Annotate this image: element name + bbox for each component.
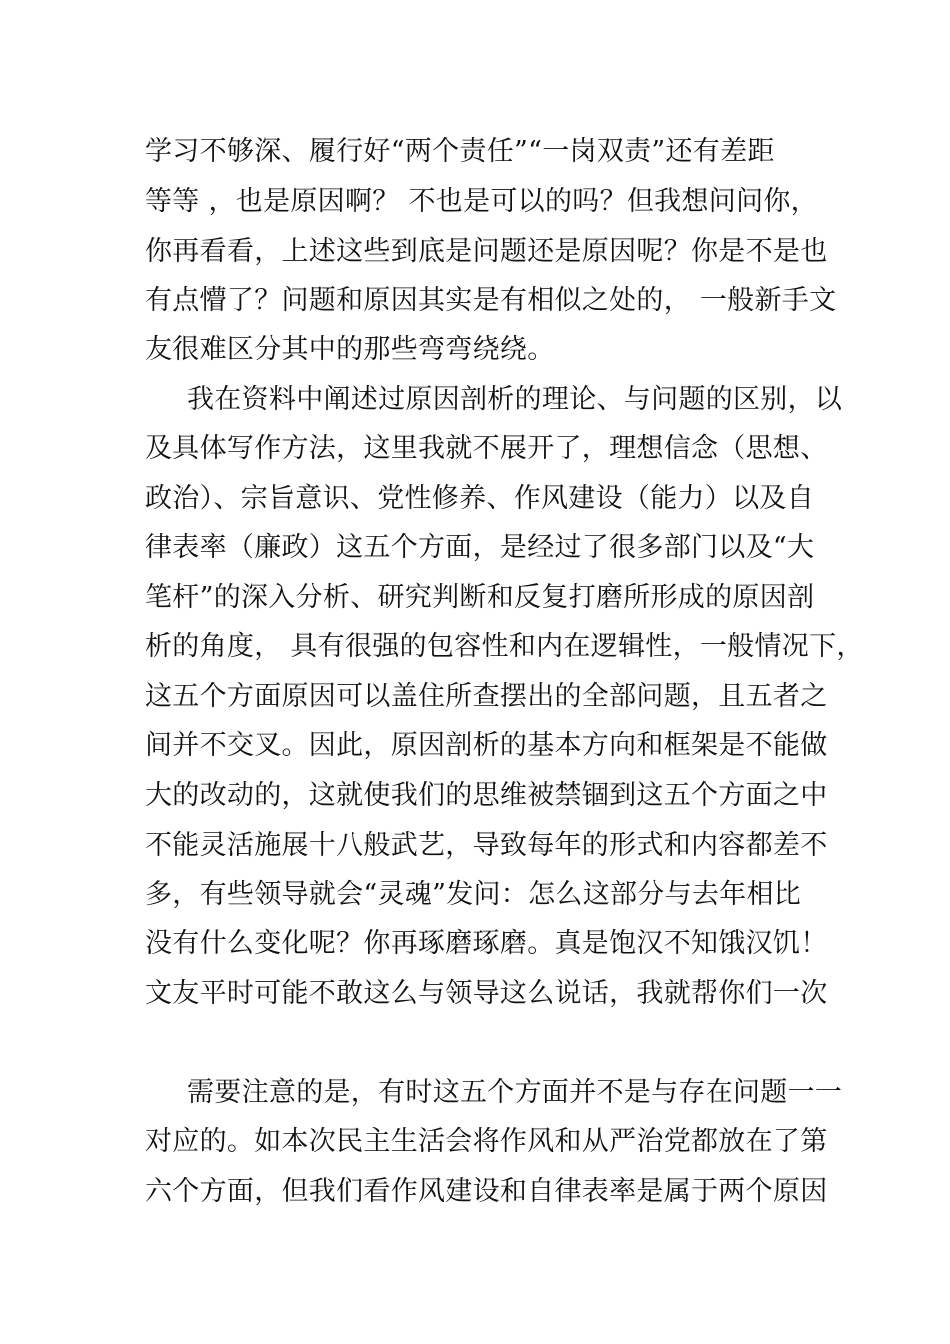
- text-line-13: 间并不交叉。因此，原因剖析的基本方向和框架是不能做: [145, 730, 828, 761]
- text-line-17: 没有什么变化呢？你再琢磨琢磨。真是饱汉不知饿汉饥！: [145, 928, 828, 959]
- text-line-10: 笔杆”的深入分析、研究判断和反复打磨所形成的原因剖: [145, 582, 815, 613]
- text-line-3: 你再看看，上述这些到底是问题还是原因呢？你是不是也: [145, 236, 828, 267]
- text-line-2: 等等 ，也是原因啊？ 不也是可以的吗？但我想问问你，: [145, 186, 818, 217]
- text-line-8: 政治）、宗旨意识、党性修养、作风建设（能力）以及自: [145, 483, 814, 514]
- text-line-12: 这五个方面原因可以盖住所查摆出的全部问题，且五者之: [145, 681, 828, 712]
- paragraph-2-first-line: 我在资料中阐述过原因剖析的理论、与问题的区别，以: [187, 384, 843, 415]
- text-line-18: 文友平时可能不敢这么与领导这么说话，我就帮你们一次: [145, 978, 828, 1009]
- text-line-14: 大的改动的，这就使我们的思维被禁锢到这五个方面之中: [145, 780, 828, 811]
- text-line-5: 友很难区分其中的那些弯弯绕绕。: [145, 334, 555, 365]
- text-line-21: 六个方面，但我们看作风建设和自律表率是属于两个原因: [145, 1176, 828, 1207]
- text-line-1: 学习不够深、履行好“两个责任”“一岗双责”还有差距: [145, 136, 775, 167]
- paragraph-3-first-line: 需要注意的是，有时这五个方面并不是与存在问题一一: [187, 1077, 843, 1108]
- text-line-9: 律表率（廉政）这五个方面，是经过了很多部门以及“大: [145, 532, 815, 563]
- text-line-7: 及具体写作方法，这里我就不展开了，理想信念（思想、: [145, 433, 828, 464]
- text-line-20: 对应的。如本次民主生活会将作风和从严治党都放在了第: [145, 1126, 828, 1157]
- text-line-16: 多，有些领导就会“灵魂”发问：怎么这部分与去年相比: [145, 879, 802, 910]
- text-line-4: 有点懵了？问题和原因其实是有相似之处的， 一般新手文: [145, 285, 837, 316]
- text-line-11: 析的角度， 具有很强的包容性和内在逻辑性，一般情况下，: [145, 631, 864, 662]
- text-line-15: 不能灵活施展十八般武艺，导致每年的形式和内容都差不: [145, 830, 828, 861]
